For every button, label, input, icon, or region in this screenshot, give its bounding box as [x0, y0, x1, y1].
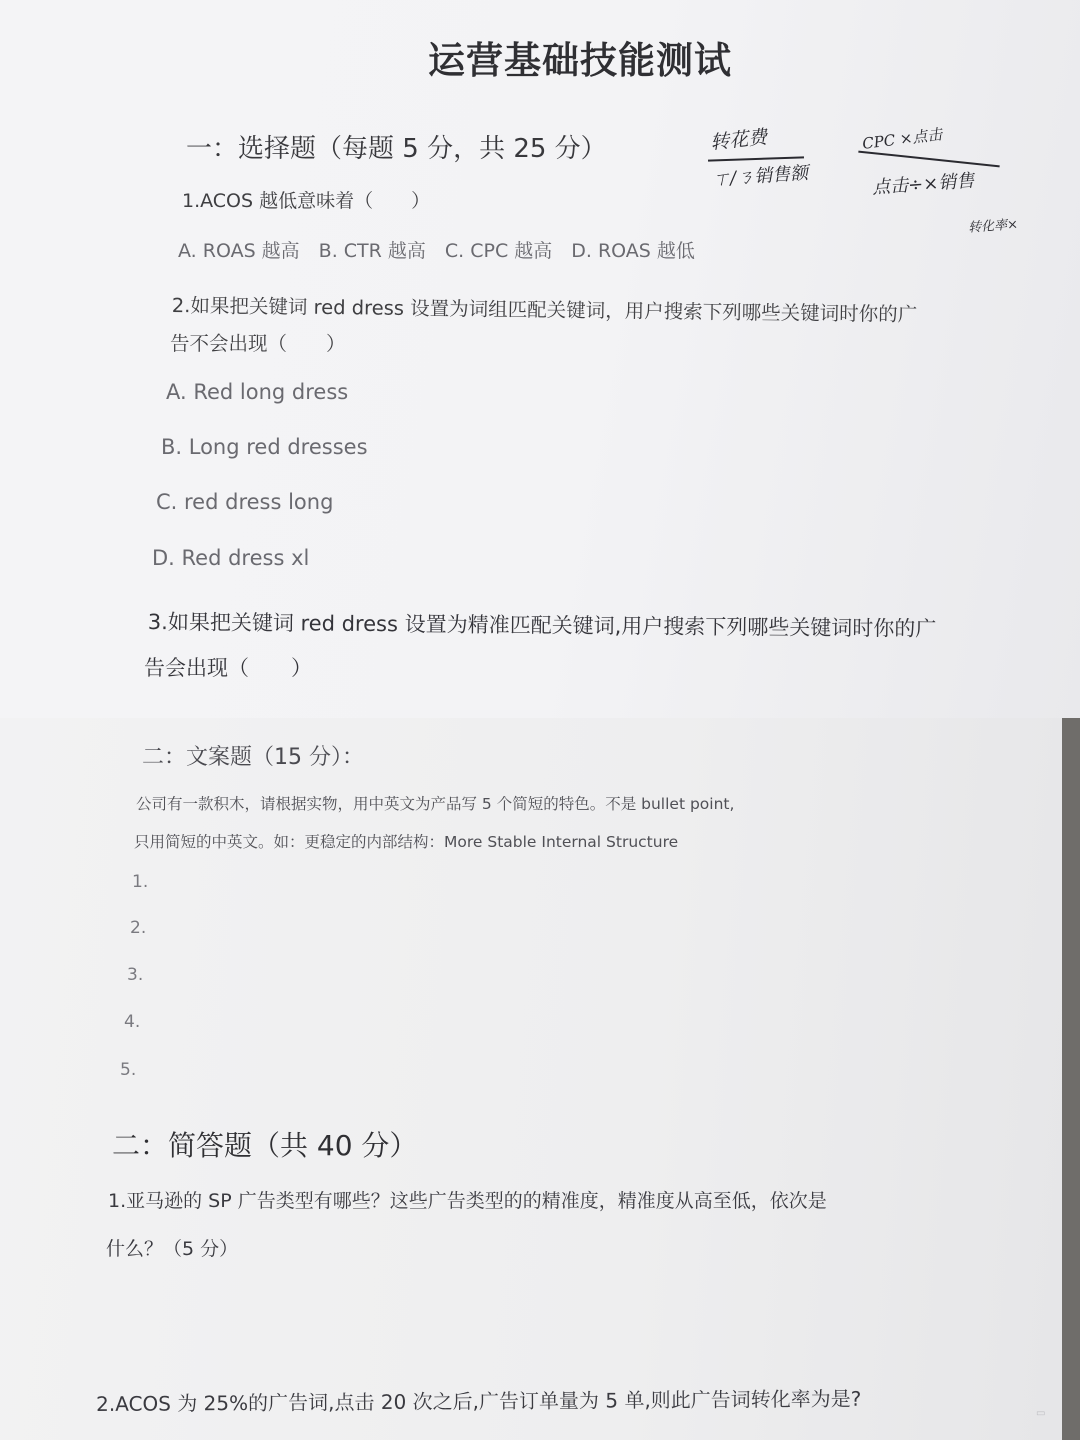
section1-heading: 一：选择题（每题 5 分，共 25 分）: [186, 134, 607, 164]
handwritten-note-cpc: CPC ×点击: [861, 125, 944, 153]
short-answer-2: 2.ACOS 为 25%的广告词,点击 20 次之后,广告订单量为 5 单,则此广告词转化率为是?: [96, 1386, 862, 1416]
exam-sheet-top: [0, 0, 1080, 718]
handwritten-fraction-line-2: [858, 151, 999, 168]
answer-line-number: 5.: [120, 1060, 137, 1080]
short-answer-1-line2: 什么？（5 分）: [106, 1238, 239, 1260]
exam-title: 运营基础技能测试: [428, 39, 732, 82]
question-1: 1.ACOS 越低意味着（ ）: [182, 190, 431, 212]
answer-line-number: 4.: [124, 1012, 141, 1032]
handwritten-note-sales: ㄒ/ㄋ销售额: [711, 162, 809, 191]
section2-heading: 二：文案题（15 分）：: [142, 745, 364, 770]
watermark-mark: ▭: [1036, 1408, 1046, 1419]
question-2-option-a: A. Red long dress: [166, 380, 349, 404]
handwritten-note-clicks: 点击÷×销售: [871, 170, 975, 199]
copywriting-prompt-line2: 只用简短的中英文。如：更稳定的内部结构：More Stable Internal Structure: [134, 833, 679, 851]
answer-line-number: 2.: [130, 918, 147, 938]
handwritten-note-cvr: 转化率×: [967, 217, 1019, 236]
exam-sheet-bottom: [0, 718, 1062, 1440]
question-2-line2: 告不会出现（ ）: [170, 332, 346, 355]
short-answer-1-line1: 1.亚马逊的 SP 广告类型有哪些？这些广告类型的的精准度，精准度从高至低，依次是: [108, 1190, 827, 1212]
answer-line-number: 1.: [132, 872, 149, 892]
question-1-options: A. ROAS 越高 B. CTR 越高 C. CPC 越高 D. ROAS 越低: [178, 240, 695, 262]
question-2-option-b: B. Long red dresses: [161, 435, 368, 459]
question-3-line1: 3.如果把关键词 red dress 设置为精准匹配关键词,用户搜索下列哪些关键词时你的广: [147, 609, 937, 641]
question-2-line1: 2.如果把关键词 red dress 设置为词组匹配关键词，用户搜索下列哪些关键词时你的广: [171, 293, 918, 327]
copywriting-prompt-line1: 公司有一款积木，请根据实物，用中英文为产品写 5 个简短的特色。不是 bullet point,: [136, 795, 735, 813]
question-3-line2: 告会出现（ ）: [144, 656, 312, 680]
section3-heading: 二：简答题（共 40 分）: [112, 1129, 418, 1162]
answer-line-number: 3.: [127, 965, 144, 985]
question-2-option-d: D. Red dress xl: [152, 546, 310, 570]
handwritten-note-spend: 转花费: [709, 126, 769, 154]
question-2-option-c: C. red dress long: [156, 490, 334, 514]
